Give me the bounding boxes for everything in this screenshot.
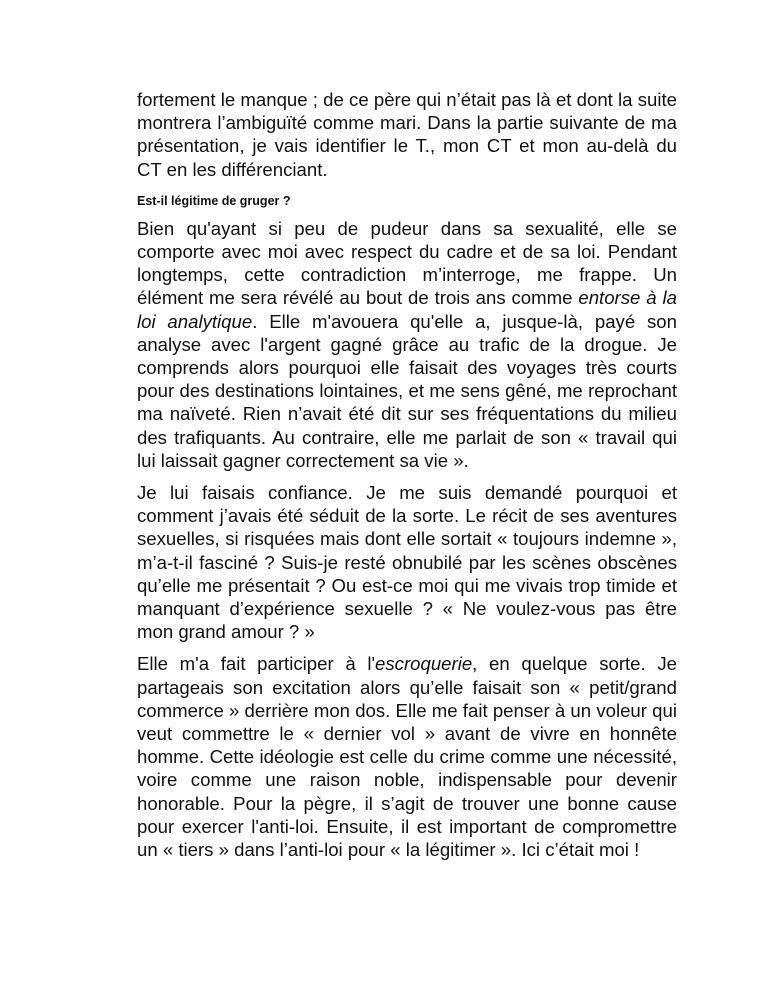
paragraph-3-emphasis: escroquerie	[375, 653, 473, 675]
paragraph-1-emphasis: entorse à la loi analytique	[137, 287, 677, 332]
intro-paragraph: fortement le manque ; de ce père qui n’était pas là et dont la suite montrera l’ambiguïté comme mari. Dans la partie suivante de ma présentation, je vais identifier le T., mon CT et mon au-delà du CT en les différenciant.	[137, 89, 677, 180]
paragraph-2: Je lui faisais confiance. Je me suis demandé pourquoi et comment j’avais été séduit de la sorte. Le récit de ses aventures sexuelles, si risquées mais dont elle sortait « toujours indemne », m’a-t-il fasciné ? Suis-je resté obnubilé par les scènes obscènes qu’elle me présentait ? Ou est-ce moi qui me vivais trop timide et manquant d’expérience sexuelle ? « Ne voulez-vous pas être mon grand amour ? »	[137, 482, 677, 643]
paragraph-3	[137, 652, 677, 861]
paragraph-1	[137, 217, 677, 472]
section-heading: Est-il légitime de gruger ?	[137, 193, 291, 208]
paragraph-1-part-a: Bien qu'ayant si peu de pudeur dans sa sexualité, elle se comporte avec moi avec respect du cadre et de sa loi. Pendant longtemps, cette contradiction m’interroge, me frappe. Un élément me sera révélé au bout de trois ans comme	[137, 217, 677, 309]
paragraph-3-part-b: , en quelque sorte. Je partageais son excitation alors qu’elle faisait son « petit/grand commerce » derrière mon dos. Elle me fait penser à un voleur qui veut commettre le « dernier vol » avant de vivre en honnête homme. Cette idéologie est celle du crime comme une nécessité, voire comme une raison noble, indispensable pour devenir honorable. Pour la pègre, il s’agit de trouver une bonne cause pour exercer l'anti-loi. Ensuite, il est important de compromettre un « tiers » dans l’anti-loi pour « la légitimer ». Ici c’était moi !	[137, 653, 677, 861]
paragraph-3-part-a: Elle m'a fait participer à l'	[137, 653, 376, 675]
document-page	[137, 88, 677, 870]
paragraph-1-part-b: . Elle m'avouera qu'elle a, jusque-là, payé son analyse avec l'argent gagné grâce au trafic de la drogue. Je comprends alors pourquoi elle faisait des voyages très courts pour des destinations lointaines, et me sens gêné, me reprochant ma naïveté. Rien n’avait été dit sur ses fréquentations du milieu des trafiquants. Au contraire, elle me parlait de son « travail qui lui laissait gagner correctement sa vie ».	[137, 310, 677, 471]
